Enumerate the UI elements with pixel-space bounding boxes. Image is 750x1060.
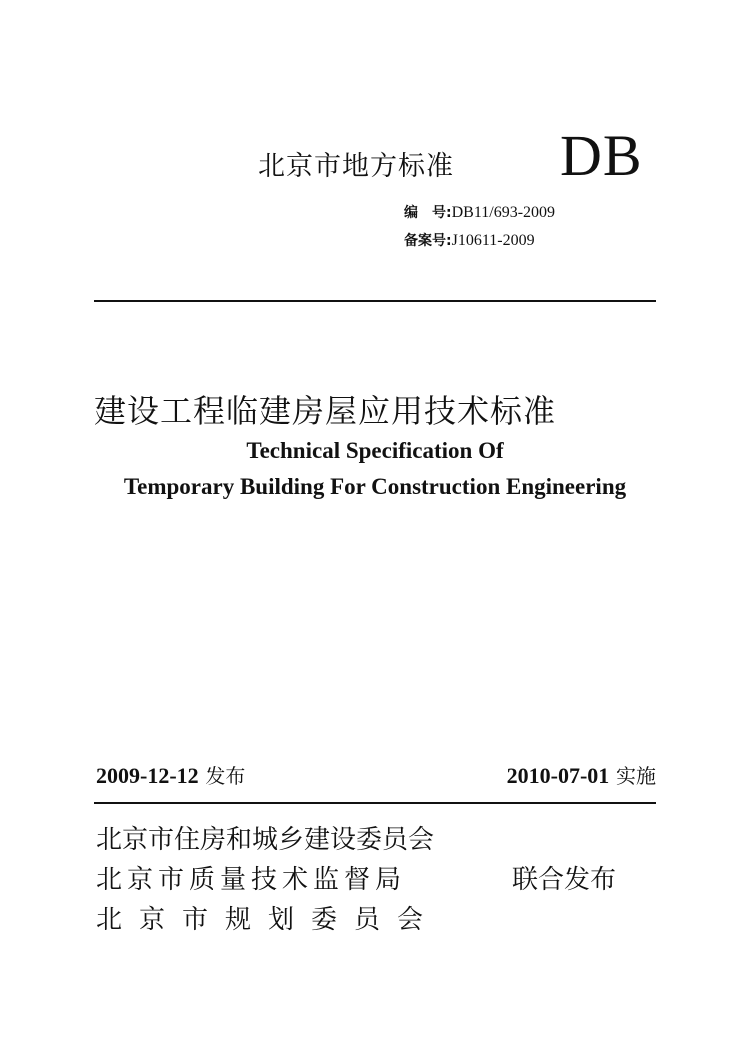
standard-meta — [404, 199, 555, 255]
bottom-divider — [94, 802, 656, 804]
standard-header — [258, 123, 678, 188]
title-english-line2: Temporary Building For Construction Engineering — [123, 474, 627, 499]
publish-date-block — [96, 760, 245, 789]
dates-row — [96, 760, 656, 790]
record-number-row — [404, 227, 555, 255]
issuer-quality-bureau: 北京市质量技术监督局 — [96, 865, 407, 895]
joint-issue-label: 联合发布 — [512, 865, 617, 895]
record-number-label: 备案号: — [404, 233, 452, 249]
effective-word: 实施 — [616, 764, 656, 788]
standard-number-value: DB11/693-2009 — [451, 204, 556, 221]
standard-number-row — [404, 199, 555, 227]
effective-date: 2010-07-01 — [506, 763, 610, 788]
publish-word: 发布 — [205, 764, 246, 788]
top-divider — [94, 300, 656, 302]
issuer-planning-commission: 北京市规划委员会 — [96, 905, 441, 935]
effective-date-block — [507, 760, 656, 789]
issuing-authorities — [96, 820, 656, 940]
standard-number-label: 编 号: — [404, 205, 452, 221]
record-number-value: J10611-2009 — [451, 232, 535, 249]
standard-type: 北京市地方标准 — [258, 151, 454, 182]
title-english-line1: Technical Specification Of — [246, 438, 504, 463]
publish-date: 2009-12-12 — [96, 763, 199, 788]
title-chinese: 建设工程临建房屋应用技术标准 — [94, 392, 557, 430]
issuer-housing-commission: 北京市住房和城乡建设委员会 — [96, 825, 435, 855]
db-code-mark: DB — [560, 123, 643, 188]
